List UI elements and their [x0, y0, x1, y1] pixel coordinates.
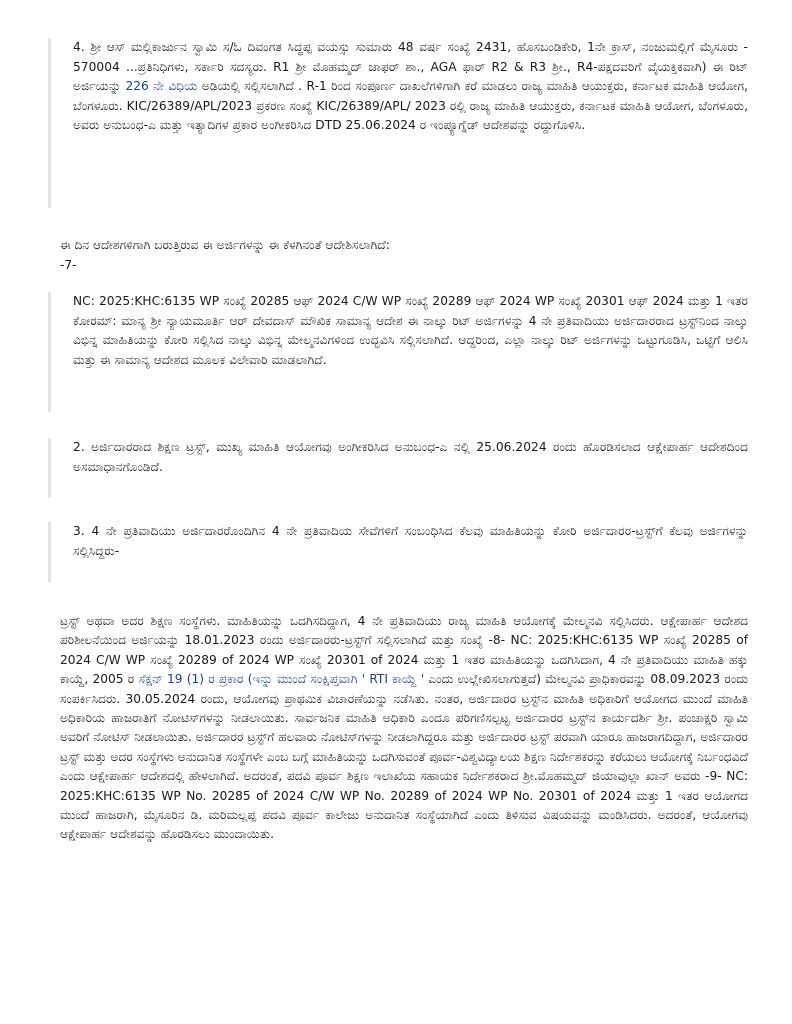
- quoted-paragraph-common-order: [48, 292, 748, 412]
- body-part2: ಎಂದು ಉಲ್ಲೇಖಿಸಲಾಗುತ್ತದೆ) ಮೇಲ್ಮನವಿ ಪ್ರಾಧಿಕಾರವನ್ನು 08.09.2023 ರಂದು ಸಂಪರ್ಕಿಸಿದರು. 30.05.2024 ರಂದು, ಆಯೋಗವು ಪ್ರಾಥಮಿಕ ವಿಚಾರಣೆಯನ್ನು ನಡೆಸಿತು. ನಂತರ, ಅರ್ಜಿದಾರರ ಟ್ರಸ್ಟ್‌ನ ಮಾಹಿತಿ ಅಧಿಕಾರಿಗೆ ಆಯೋಗದ ಮುಂದೆ ಮಾಹಿತಿ ಅಧಿಕಾರಿಯ ಹಾಜರಾತಿಗೆ ನೋಟಿಸ್‌ಗಳನ್ನು ನೀಡಲಾಯಿತು. ಸಾರ್ವಜನಿಕ ಮಾಹಿತಿ ಅಧಿಕಾರಿ ಎಂದೂ ಪರಿಗಣಿಸಲ್ಪಟ್ಟ ಅರ್ಜಿದಾರರ ಟ್ರಸ್ಟ್‌ನ ಕಾರ್ಯದರ್ಶಿ ಶ್ರೀ. ಪಂಚಾಕ್ಷರಿ ಸ್ವಾಮಿ ಅವರಿಗೆ ನೋಟಿಸ್ ನೀಡಲಾಯಿತು. ಅರ್ಜಿದಾರರ ಟ್ರಸ್ಟ್‌ಗೆ ಹಲವಾರು ನೋಟಿಸ್‌ಗಳನ್ನು ನೀಡಲಾಗಿದ್ದರೂ ಮತ್ತು ಅರ್ಜಿದಾರರ ಟ್ರಸ್ಟ್ ಪರವಾಗಿ ಯಾರೂ ಹಾಜರಾಗದಿದ್ದಾಗ, ಅರ್ಜಿದಾರರ ಟ್ರಸ್ಟ್ ಮತ್ತು ಅದರ ಸಂಸ್ಥೆಗಳು ಅನುದಾನಿತ ಸಂಸ್ಥೆಗಳೇ ಎಂಬ ಬಗ್ಗೆ ಮಾಹಿತಿಯನ್ನು ಒದಗಿಸುವಂತೆ ಪೂರ್ವ-ವಿಶ್ವವಿದ್ಯಾಲಯ ಶಿಕ್ಷಣ ನಿರ್ದೇಶಕರನ್ನು ಕರೆಯಲು ಆಯೋಗಕ್ಕೆ ನಿರ್ಬಂಧವಿದೆ ಎಂದು ಆಕ್ಷೇಪಾರ್ಹ ಆದೇಶದಲ್ಲಿ ಹೇಳಲಾಗಿದೆ. ಅದರಂತೆ, ಪದವಿ ಪೂರ್ವ ಶಿಕ್ಷಣ ಇಲಾಖೆಯ ಸಹಾಯಕ ನಿರ್ದೇಶಕರಾದ ಶ್ರೀ.ಮೊಹಮ್ಮದ್ ಜಿಯಾವುಲ್ಲಾ ಖಾನ್ ಅವರು -9- NC: 2025:KHC:6135 WP No. 20285 of 2024 C/W WP No. 20289 of 2024 WP No. 20301 of 2024 ಮತ್ತು 1 ಇತರ ಆಯೋಗದ ಮುಂದೆ ಹಾಜರಾಗಿ, ಮೈಸೂರಿನ ಡಿ. ಮರಿಮಲ್ಲಪ್ಪ ಪದವಿ ಪೂರ್ವ ಕಾಲೇಜು ಅನುದಾನಿತ ಸಂಸ್ಥೆಯಾಗಿದೆ ಎಂದು ತಿಳಿಸುವ ವಿಷಯವನ್ನು ಮಂಡಿಸಿದರು. ಅದರಂತೆ, ಆಯೋಗವು ಆಕ್ಷೇಪಾರ್ಹ ಆದೇಶವನ್ನು ಹೊರಡಿಸಲು ಮುಂದಾಯಿತು.: [60, 672, 748, 842]
- article-226-link[interactable]: 226 ನೇ ವಿಧಿಯ: [125, 79, 198, 94]
- quoted-paragraph-4: [48, 38, 748, 208]
- orders-intro: ಈ ದಿನ ಆದೇಶಗಳಿಗಾಗಿ ಬರುತ್ತಿರುವ ಈ ಅರ್ಜಿಗಳನ್ನು ಈ ಕೆಳಗಿನಂತೆ ಆದೇಶಿಸಲಾಗಿದೆ:: [60, 238, 390, 252]
- quoted-paragraph-2: [48, 438, 748, 498]
- paragraph-2-text: 2. ಅರ್ಜಿದಾರರಾದ ಶಿಕ್ಷಣ ಟ್ರಸ್ಟ್, ಮುಖ್ಯ ಮಾಹಿತಿ ಆಯೋಗವು ಅಂಗೀಕರಿಸಿದ ಅನುಬಂಧ-ಎ ನಲ್ಲಿ 25.06.2024 ರಂದು ಹೊರಡಿಸಲಾದ ಆಕ್ಷೇಪಾರ್ಹ ಆದೇಶದಿಂದ ಅಸಮಾಧಾನಗೊಂಡಿದೆ.: [73, 440, 748, 474]
- section-19-link[interactable]: ಸೆಕ್ಷನ್ 19 (1) ರ ಪ್ರಕಾರ (ಇನ್ನು ಮುಂದೆ ಸಂಕ್ಷಿಪ್ತವಾಗಿ ' RTI ಕಾಯ್ದೆ ': [138, 672, 425, 687]
- common-order-text: NC: 2025:KHC:6135 WP ಸಂಖ್ಯೆ 20285 ಆಫ್ 2024 C/W WP ಸಂಖ್ಯೆ 20289 ಆಫ್ 2024 WP ಸಂಖ್ಯೆ 20301 ಆಫ್ 2024 ಮತ್ತು 1 ಇತರ ಕೋರಮ್: ಮಾನ್ಯ ಶ್ರೀ ನ್ಯಾಯಮೂರ್ತಿ ಆರ್ ದೇವದಾಸ್ ಮೌಖಿಕ ಸಾಮಾನ್ಯ ಆದೇಶ ಈ ನಾಲ್ಕು ರಿಟ್ ಅರ್ಜಿಗಳನ್ನು 4 ನೇ ಪ್ರತಿವಾದಿಯು ಅರ್ಜಿದಾರರಾದ ಟ್ರಸ್ಟ್‌ನಿಂದ ನಾಲ್ಕು ವಿಭಿನ್ನ ಮಾಹಿತಿಯನ್ನು ಕೋರಿ ಸಲ್ಲಿಸಿದ ನಾಲ್ಕು ವಿಭಿನ್ನ ಮೇಲ್ಮನವಿಗಳಿಂದ ಉದ್ಭವಿಸಿ ಸಲ್ಲಿಸಲಾಗಿದೆ. ಆದ್ದರಿಂದ, ಎಲ್ಲಾ ನಾಲ್ಕು ರಿಟ್ ಅರ್ಜಿಗಳನ್ನು ಒಟ್ಟುಗೂಡಿಸಿ, ಒಟ್ಟಿಗೆ ಆಲಿಸಿ ಮತ್ತು ಈ ಸಾಮಾನ್ಯ ಆದೇಶದ ಮೂಲಕ ವಿಲೇವಾರಿ ಮಾಡಲಾಗಿದೆ.: [73, 294, 748, 367]
- paragraph-4-part1: 4. ಶ್ರೀ ಆಸ್ ಮಲ್ಲಿಕಾರ್ಜುನ ಸ್ವಾಮಿ ಸ/ಓ ದಿವಂಗತ ಸಿದ್ಧಪ್ಪ ವಯಸ್ಸು ಸುಮಾರು 48 ವರ್ಷ ಸಂಖ್ಯೆ 2431, ಹೊಸಬಂಡಿಕೇರಿ, 1ನೇ ಕ್ರಾಸ್, ನಂಜುಮಲ್ಲಿಗೆ ಮೈಸೂರು - 570004 ...ಪ್ರತಿನಿಧಿಗಳು, ಸರ್ಕಾರಿ ಸದಸ್ಯರು. R1 ಶ್ರೀ ಮೊಹಮ್ಮದ್ ಜಾಫರ್ ಶಾ., AGA ಫಾರ್ R2 & R3 ಶ್ರೀ., R4-ಪಕ್ಷದವರಿಗೆ ವೈಯಕ್ತಿಕವಾಗಿ) ಈ ರಿಟ್ ಅರ್ಜಿಯನ್ನು: [73, 40, 748, 94]
- body-part1: ಟ್ರಸ್ಟ್ ಅಥವಾ ಅದರ ಶಿಕ್ಷಣ ಸಂಸ್ಥೆಗಳು. ಮಾಹಿತಿಯನ್ನು ಒದಗಿಸದಿದ್ದಾಗ, 4 ನೇ ಪ್ರತಿವಾದಿಯು ರಾಜ್ಯ ಮಾಹಿತಿ ಆಯೋಗಕ್ಕೆ ಮೇಲ್ಮನವಿ ಸಲ್ಲಿಸಿದರು. ಆಕ್ಷೇಪಾರ್ಹ ಆದೇಶದ ಪರಿಶೀಲನೆಯಿಂದ ಅರ್ಜಿಯನ್ನು 18.01.2023 ರಂದು ಅರ್ಜಿದಾರರು-ಟ್ರಸ್ಟ್‌ಗೆ ಸಲ್ಲಿಸಲಾಗಿದೆ ಮತ್ತು ಸಂಖ್ಯೆ -8- NC: 2025:KHC:6135 WP ಸಂಖ್ಯೆ 20285 of 2024 C/W WP ಸಂಖ್ಯೆ 20289 of 2024 WP ಸಂಖ್ಯೆ 20301 of 2024 ಮತ್ತು 1 ಇತರ ಮಾಹಿತಿಯನ್ನು ಒದಗಿಸಿದಾಗ, 4 ನೇ ಪ್ರತಿವಾದಿಯು ಮಾಹಿತಿ ಹಕ್ಕು ಕಾಯ್ದೆ, 2005 ರ: [60, 614, 748, 687]
- paragraph-4-part2: ಅಡಿಯಲ್ಲಿ ಸಲ್ಲಿಸಲಾಗಿದೆ . R-1 ರಿಂದ ಸಂಪೂರ್ಣ ದಾಖಲೆಗಳಿಗಾಗಿ ಕರೆ ಮಾಡಲು ರಾಜ್ಯ ಮಾಹಿತಿ ಆಯುಕ್ತರು, ಕರ್ನಾಟಕ ಮಾಹಿತಿ ಆಯೋಗ, ಬೆಂಗಳೂರು. KIC/26389/APL/2023 ಪ್ರಕರಣ ಸಂಖ್ಯೆ KIC/26389/APL/ 2023 ರಲ್ಲಿ ರಾಜ್ಯ ಮಾಹಿತಿ ಆಯುಕ್ತರು, ಕರ್ನಾಟಕ ಮಾಹಿತಿ ಆಯೋಗ, ಬೆಂಗಳೂರು, ಅವರು ಅನುಬಂಧ-ಎ ಮತ್ತು ಇತ್ಯಾದಿಗಳ ಪ್ರಕಾರ ಅಂಗೀಕರಿಸಿದ DTD 25.06.2024 ರ ಇಂಪ್ಯೂಗ್ನೆಡ್ ಆದೇಶವನ್ನು ರದ್ದುಗೊಳಿಸಿ.: [73, 79, 749, 133]
- paragraph-3-text: 3. 4 ನೇ ಪ್ರತಿವಾದಿಯು ಅರ್ಜಿದಾರರೊಂದಿಗಿನ 4 ನೇ ಪ್ರತಿವಾದಿಯ ಸೇವೆಗಳಿಗೆ ಸಂಬಂಧಿಸಿದ ಕೆಲವು ಮಾಹಿತಿಯನ್ನು ಕೋರಿ ಅರ್ಜಿದಾರರ-ಟ್ರಸ್ಟ್‌ಗೆ ಕೆಲವು ಅರ್ಜಿಗಳನ್ನು ಸಲ್ಲಿಸಿದ್ದರು-: [73, 524, 748, 558]
- quoted-paragraph-3: [48, 522, 748, 582]
- page-marker-7: -7-: [60, 258, 77, 272]
- paragraph-4-text: [73, 38, 748, 136]
- body-paragraph: [60, 612, 748, 845]
